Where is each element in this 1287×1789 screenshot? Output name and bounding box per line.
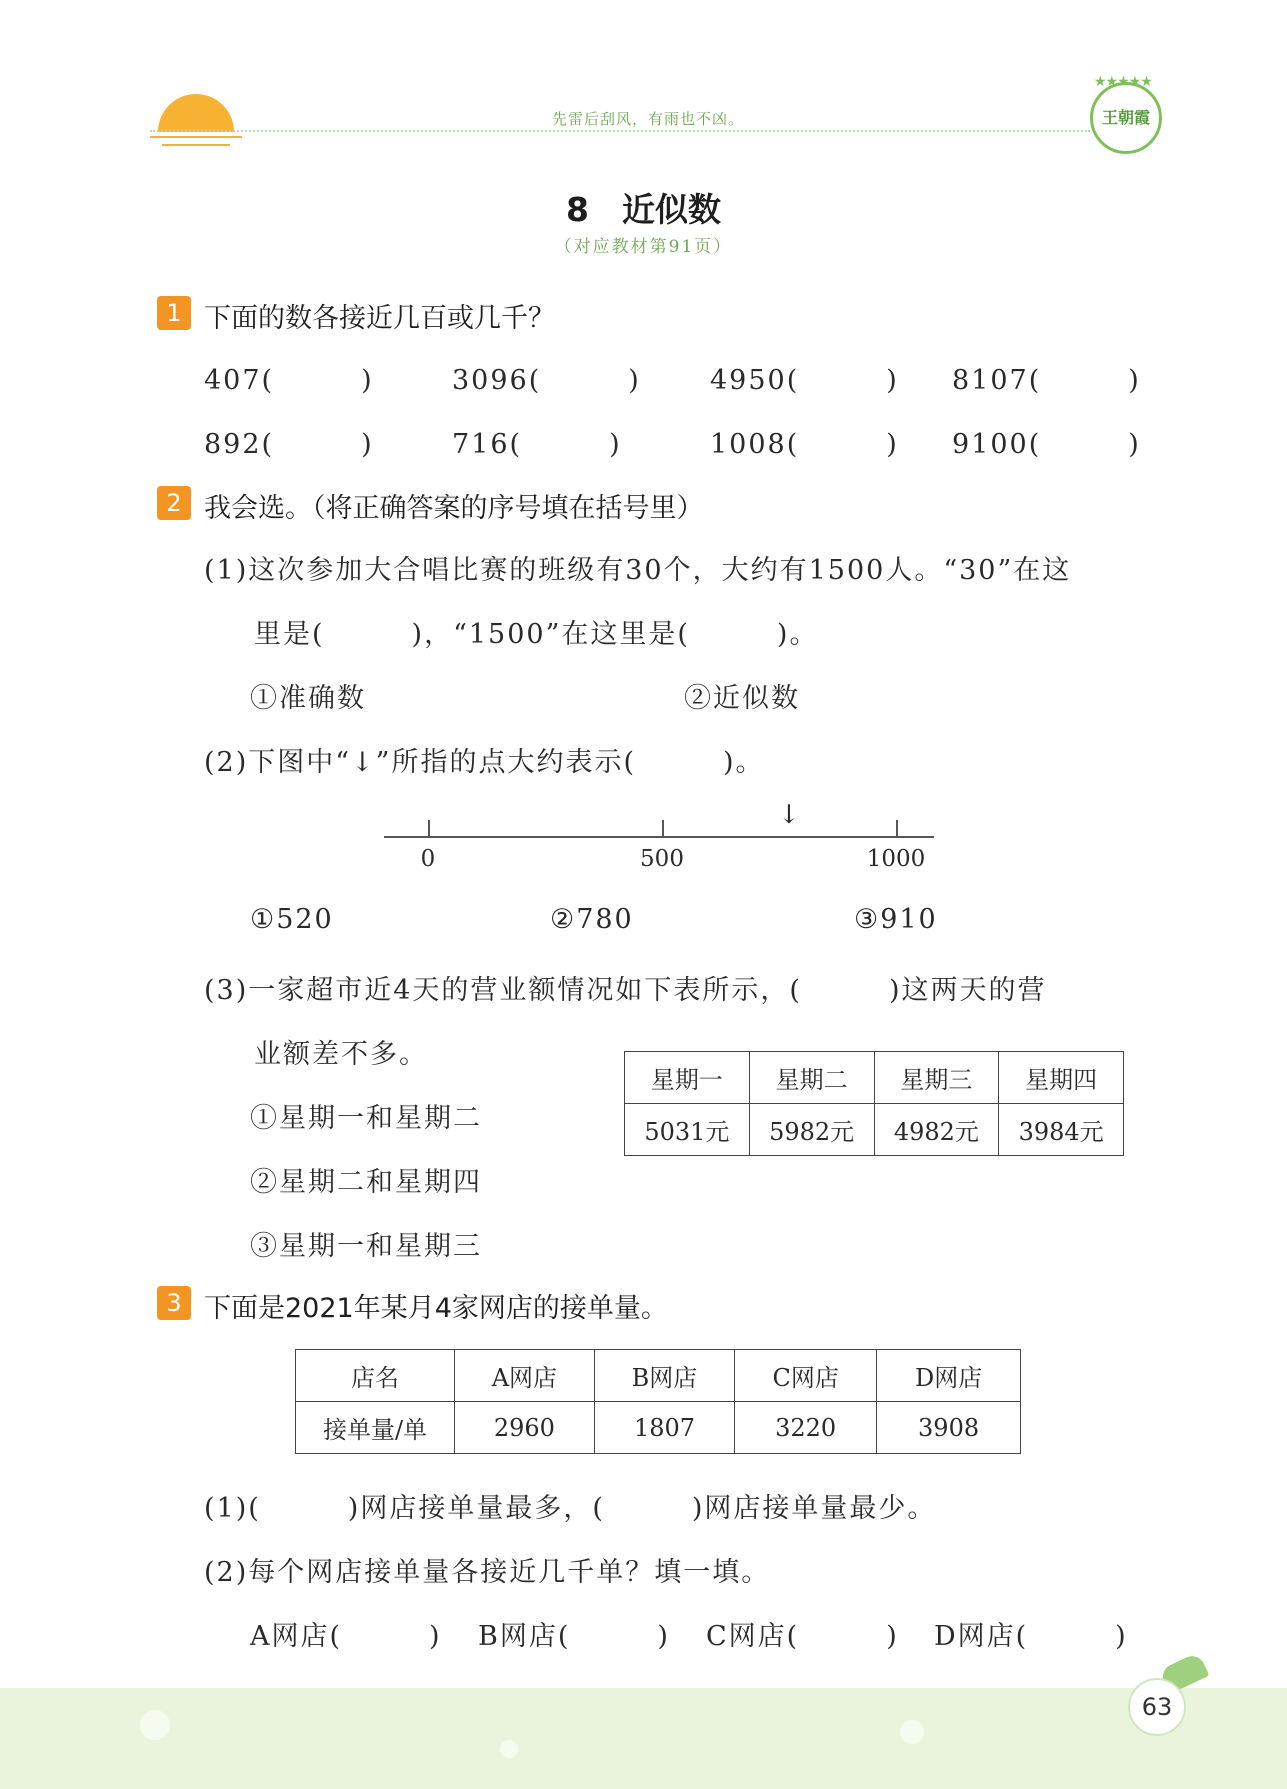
page-subtitle: （对应教材第91页）: [554, 237, 733, 257]
number-line-label: 500: [640, 846, 684, 872]
q3-fill: A网店( ): [250, 1621, 442, 1652]
header-motto: 先雷后刮风，有雨也不凶。: [552, 110, 745, 128]
q2-part2-option: ③910: [854, 904, 938, 935]
bubble-decoration: [900, 1720, 924, 1744]
table-cell: 5031元: [625, 1104, 750, 1156]
down-arrow-icon: ↓: [778, 800, 800, 830]
brand-badge: 王朝霞: [1090, 82, 1162, 154]
table-header-cell: C网店: [735, 1350, 877, 1402]
q2-part2-line: (2)下图中“↓”所指的点大约表示( )。: [204, 747, 765, 778]
page-title: 8 近似数: [566, 190, 721, 229]
table-cell: 3220: [735, 1402, 877, 1454]
q3-part2-line: (2)每个网店接单量各接近几千单？填一填。: [204, 1557, 771, 1588]
orders-table: [295, 1349, 1021, 1454]
q1-item: 892( ): [204, 429, 374, 460]
number-line-tick: [662, 820, 664, 836]
q2-part3-line2: 业额差不多。: [254, 1039, 428, 1070]
bubble-decoration: [140, 1710, 170, 1740]
number-line-label: 0: [420, 846, 436, 872]
table-header-cell: D网店: [877, 1350, 1021, 1402]
table-header-cell: 店名: [296, 1350, 455, 1402]
revenue-table: [624, 1051, 1124, 1156]
question-text: 我会选。（将正确答案的序号填在括号里）: [204, 493, 704, 524]
table-header-cell: 星期四: [999, 1052, 1124, 1104]
table-cell: 3984元: [999, 1104, 1124, 1156]
number-line-axis: [384, 836, 934, 838]
number-line-label: 1000: [866, 846, 926, 872]
question-number: 3: [157, 1286, 191, 1320]
page-number: 63: [1128, 1678, 1186, 1736]
number-line-tick: [428, 820, 430, 836]
table-cell: 4982元: [874, 1104, 999, 1156]
q2-part3-option: ②星期二和星期四: [250, 1167, 482, 1198]
table-header-cell: A网店: [455, 1350, 595, 1402]
q3-part1-line: (1)( )网店接单量最多，( )网店接单量最少。: [204, 1493, 937, 1524]
question-text: 下面是2021年某月4家网店的接单量。: [204, 1293, 668, 1324]
table-cell: 1807: [594, 1402, 734, 1454]
q2-part1-line2: 里是( )，“1500”在这里是( )。: [254, 619, 819, 650]
table-header-cell: 星期二: [749, 1052, 874, 1104]
table-header-cell: 星期一: [625, 1052, 750, 1104]
q1-item: 8107( ): [952, 365, 1141, 396]
q1-item: 716( ): [452, 429, 622, 460]
q1-item: 4950( ): [710, 365, 899, 396]
bubble-decoration: [500, 1740, 518, 1758]
table-cell: 3908: [877, 1402, 1021, 1454]
sun-decoration: [158, 94, 234, 132]
table-cell: 接单量/单: [296, 1402, 455, 1454]
table-header-cell: B网店: [594, 1350, 734, 1402]
question-number: 1: [157, 296, 191, 330]
sun-line: [150, 136, 242, 138]
number-line-tick: [896, 820, 898, 836]
footer-background: [0, 1688, 1287, 1789]
q3-fill: D网店( ): [934, 1621, 1128, 1652]
q1-item: 9100( ): [952, 429, 1141, 460]
question-number: 2: [157, 486, 191, 520]
q2-part1-option: ②近似数: [684, 683, 800, 714]
q3-fill: C网店( ): [706, 1621, 899, 1652]
q2-part1-line1: (1)这次参加大合唱比赛的班级有30个，大约有1500人。“30”在这: [204, 555, 1072, 586]
q2-part2-option: ②780: [550, 904, 634, 935]
q2-part1-option: ①准确数: [250, 683, 366, 714]
sun-line: [162, 144, 230, 146]
table-cell: 2960: [455, 1402, 595, 1454]
q1-item: 1008( ): [710, 429, 899, 460]
q2-part3-line1: (3)一家超市近4天的营业额情况如下表所示，( )这两天的营: [204, 975, 1047, 1006]
table-header-cell: 星期三: [874, 1052, 999, 1104]
q3-fill: B网店( ): [478, 1621, 670, 1652]
q2-part3-option: ①星期一和星期二: [250, 1103, 482, 1134]
badge-stars: ★★★★★: [1094, 74, 1152, 90]
table-cell: 5982元: [749, 1104, 874, 1156]
q1-item: 407( ): [204, 365, 374, 396]
header-divider: [150, 130, 1090, 132]
question-text: 下面的数各接近几百或几千？: [204, 303, 555, 334]
q2-part2-option: ①520: [250, 904, 334, 935]
q1-item: 3096( ): [452, 365, 641, 396]
q2-part3-option: ③星期一和星期三: [250, 1231, 482, 1262]
